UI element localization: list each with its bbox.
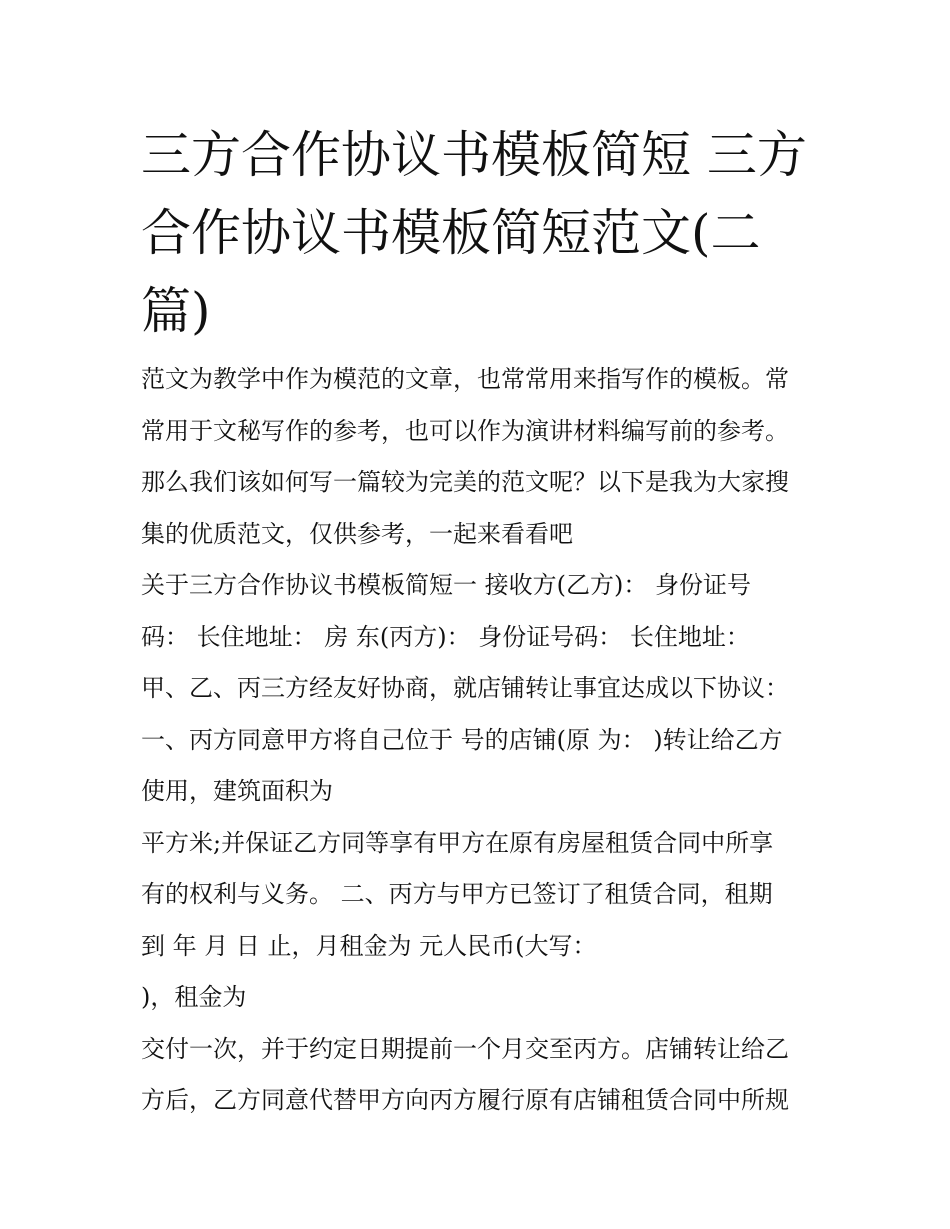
title-line: 三方合作协议书模板简短 三方 [141, 126, 807, 184]
body-line: 码： 长住地址： 房 东(丙方)： 身份证号码： 长住地址： [141, 622, 750, 651]
body-line: 甲、乙、丙三方经友好协商，就店铺转让事宜达成以下协议： [141, 674, 789, 702]
body-line: 范文为教学中作为模范的文章，也常常用来指写作的模板。常 [141, 365, 789, 393]
document-body [141, 354, 821, 1127]
body-line: 集的优质范文，仅供参考，一起来看看吧 [141, 519, 573, 548]
body-line: 交付一次，并于约定日期提前一个月交至丙方。店铺转让给乙 [141, 1034, 789, 1063]
body-line: 平方米;并保证乙方同等享有甲方在原有房屋租赁合同中所享 [141, 828, 774, 857]
title-line: 篇) [141, 282, 211, 340]
body-line: 有的权利与义务。 二、丙方与甲方已签订了租赁合同，租期 [141, 880, 773, 908]
body-line: 使用，建筑面积为 [141, 777, 333, 805]
body-line: 关于三方合作协议书模板简短一 接收方(乙方)： 身份证号 [141, 571, 751, 599]
body-line: 到 年 月 日 止，月租金为 元人民币(大写： [141, 931, 597, 960]
body-line: 常用于文秘写作的参考，也可以作为演讲材料编写前的参考。 [141, 416, 789, 445]
document-title [141, 116, 821, 350]
body-line: 那么我们该如何写一篇较为完美的范文呢？以下是我为大家搜 [141, 468, 789, 496]
body-line: 一、丙方同意甲方将自己位于 号的店铺(原 为： )转让给乙方 [141, 725, 783, 754]
title-line: 合作协议书模板简短范文(二 [141, 204, 761, 262]
body-line: 方后，乙方同意代替甲方向丙方履行原有店铺租赁合同中所规 [141, 1086, 789, 1114]
body-line: )，租金为 [141, 983, 247, 1011]
